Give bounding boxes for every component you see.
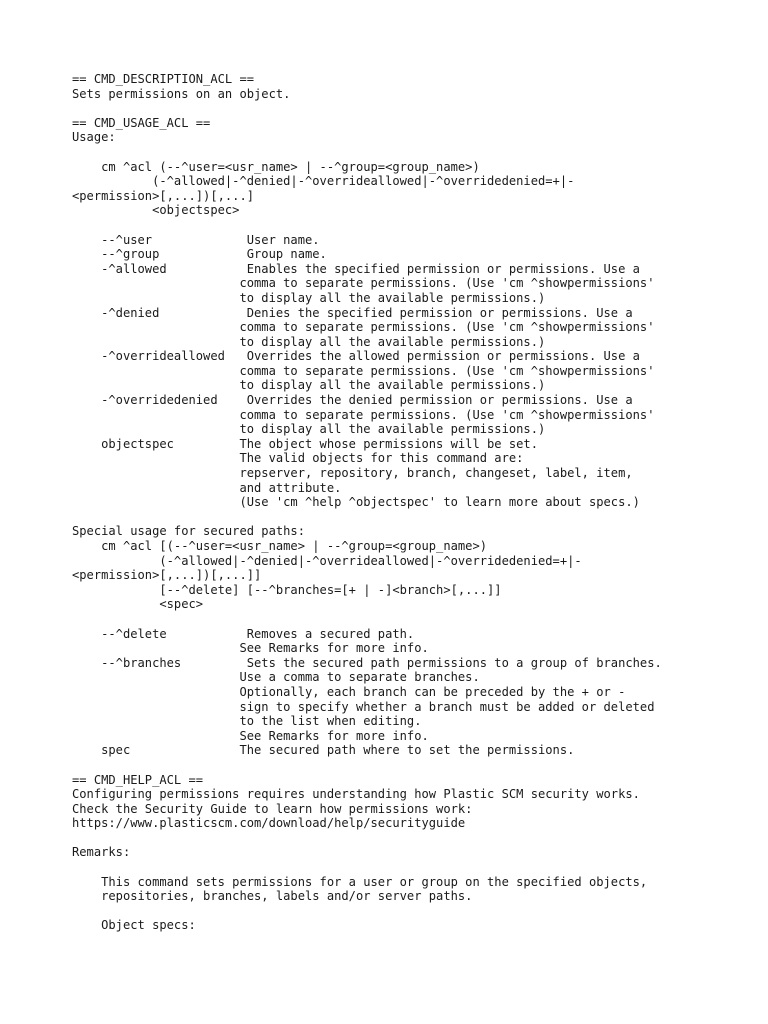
text-line: [72, 758, 752, 773]
text-line: --^group Group name.: [72, 247, 327, 262]
text-line: [72, 612, 752, 627]
text-line: to display all the available permissions.): [72, 422, 546, 437]
text-line: -^overrideallowed Overrides the allowed permission or permissions. Use a: [72, 349, 640, 364]
text-line: Object specs:: [72, 918, 196, 933]
text-line: <permission>[,...])[,...]]: [72, 568, 262, 583]
text-line: == CMD_HELP_ACL ==: [72, 772, 204, 787]
text-line: [72, 904, 752, 919]
text-line: sign to specify whether a branch must be added or deleted: [72, 699, 655, 714]
text-line: repserver, repository, branch, changeset, label, item,: [72, 466, 633, 481]
text-line: Configuring permissions requires understanding how Plastic SCM security works.: [72, 787, 640, 802]
text-line: [72, 860, 752, 875]
text-line: Remarks:: [72, 845, 131, 860]
text-line: -^denied Denies the specified permission or permissions. Use a: [72, 305, 633, 320]
text-line: See Remarks for more info.: [72, 728, 429, 743]
text-line: <spec>: [72, 597, 204, 612]
text-line: comma to separate permissions. (Use 'cm ^showpermissions': [72, 276, 655, 291]
text-line: -^overridedenied Overrides the denied permission or permissions. Use a: [72, 393, 633, 408]
text-line: to display all the available permissions.): [72, 290, 546, 305]
text-line: <objectspec>: [72, 203, 240, 218]
text-line: Use a comma to separate branches.: [72, 670, 480, 685]
text-line: --^branches Sets the secured path permissions to a group of branches.: [72, 655, 662, 670]
text-line: See Remarks for more info.: [72, 641, 429, 656]
text-line: (-^allowed|-^denied|-^overrideallowed|-^overridedenied=+|-: [72, 553, 582, 568]
text-line: This command sets permissions for a user or group on the specified objects,: [72, 874, 648, 889]
text-line: comma to separate permissions. (Use 'cm ^showpermissions': [72, 320, 655, 335]
text-line: to the list when editing.: [72, 714, 422, 729]
text-line: Sets permissions on an object.: [72, 86, 291, 101]
text-line: Usage:: [72, 130, 116, 145]
text-line: (Use 'cm ^help ^objectspec' to learn more about specs.): [72, 495, 640, 510]
text-line: [72, 831, 752, 846]
text-line: == CMD_DESCRIPTION_ACL ==: [72, 72, 255, 86]
text-line: to display all the available permissions.): [72, 378, 546, 393]
document-page: [72, 72, 752, 933]
text-line: and attribute.: [72, 480, 342, 495]
text-line: comma to separate permissions. (Use 'cm ^showpermissions': [72, 407, 655, 422]
text-line: [72, 145, 752, 160]
text-line: to display all the available permissions.): [72, 334, 546, 349]
text-line: [72, 510, 752, 525]
text-line: Special usage for secured paths:: [72, 524, 305, 539]
text-line: --^delete Removes a secured path.: [72, 626, 415, 641]
text-line: [72, 101, 752, 116]
text-line: spec The secured path where to set the permissions.: [72, 743, 575, 758]
text-line: (-^allowed|-^denied|-^overrideallowed|-^overridedenied=+|-: [72, 174, 575, 189]
text-line: The valid objects for this command are:: [72, 451, 524, 466]
text-line: Optionally, each branch can be preceded by the + or -: [72, 684, 626, 699]
text-line: == CMD_USAGE_ACL ==: [72, 115, 211, 130]
text-line: --^user User name.: [72, 232, 320, 247]
text-line: [--^delete] [--^branches=[+ | -]<branch>[,...]]: [72, 582, 502, 597]
text-line: cm ^acl (--^user=<usr_name> | --^group=<group_name>): [72, 159, 480, 174]
text-line: Check the Security Guide to learn how permissions work:: [72, 801, 473, 816]
text-line: cm ^acl [(--^user=<usr_name> | --^group=<group_name>): [72, 539, 488, 553]
text-line: repositories, branches, labels and/or server paths.: [72, 889, 473, 904]
text-line: objectspec The object whose permissions will be set.: [72, 436, 538, 451]
url-text: https://www.plasticscm.com/download/help/securityguide: [72, 816, 466, 831]
text-line: <permission>[,...])[,...]: [72, 188, 255, 203]
text-line: [72, 218, 752, 233]
text-line: comma to separate permissions. (Use 'cm ^showpermissions': [72, 363, 655, 378]
text-line: -^allowed Enables the specified permission or permissions. Use a: [72, 261, 640, 276]
